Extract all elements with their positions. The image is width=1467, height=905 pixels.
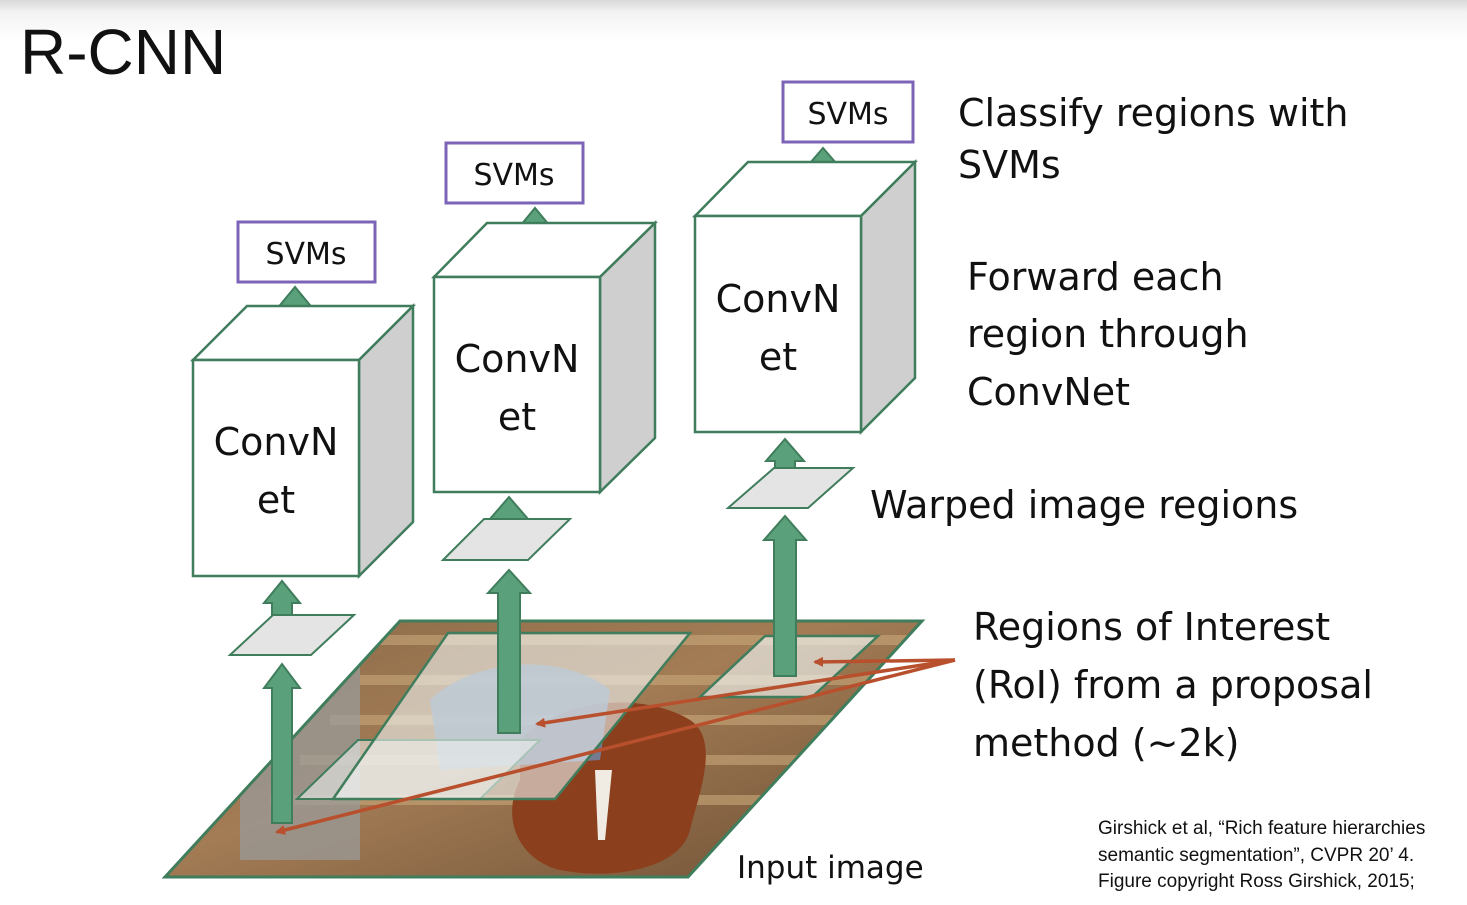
annotation-warped: Warped image regions — [870, 483, 1299, 527]
convnet-left-label-line1: ConvN — [213, 420, 339, 464]
svm-middle-label: SVMs — [473, 158, 555, 193]
input-image-label: Input image — [737, 850, 924, 886]
annotation-forward-line1: Forward each — [967, 255, 1224, 299]
convnet-right-label-line2: et — [758, 335, 798, 379]
annotation-forward-line2: region through — [967, 312, 1249, 356]
svm-box-right — [783, 82, 913, 142]
convnet-middle-label-line2: et — [497, 395, 537, 439]
annotation-roi — [973, 605, 1373, 765]
annotation-roi-line1: Regions of Interest — [973, 605, 1331, 649]
convnet-left — [193, 306, 413, 576]
annotation-forward-line3: ConvNet — [967, 370, 1131, 414]
convnet-middle-label-line1: ConvN — [454, 337, 580, 381]
citation-line2: semantic segmentation”, CVPR 20’ 4. — [1098, 845, 1415, 866]
slide-title: R-CNN — [20, 16, 227, 88]
svm-right-label: SVMs — [807, 97, 889, 132]
annotation-classify-line2: SVMs — [958, 143, 1061, 187]
annotation-roi-line2: (RoI) from a proposal — [973, 663, 1373, 707]
svm-left-label: SVMs — [265, 237, 347, 272]
citation-line1: Girshick et al, “Rich feature hierarchies — [1098, 818, 1426, 839]
annotation-classify — [958, 91, 1348, 187]
svm-box-left — [238, 222, 375, 282]
convnet-left-label-line2: et — [256, 478, 296, 522]
annotation-forward — [967, 255, 1249, 414]
citation — [1098, 818, 1425, 892]
annotation-classify-line1: Classify regions with — [958, 91, 1349, 135]
convnet-right — [695, 162, 915, 432]
annotation-roi-line3: method (~2k) — [973, 721, 1240, 765]
convnet-middle — [434, 223, 655, 492]
convnet-right-label-line1: ConvN — [715, 277, 841, 321]
svm-box-middle — [446, 143, 583, 203]
citation-line3: Figure copyright Ross Girshick, 2015; — [1098, 871, 1415, 892]
